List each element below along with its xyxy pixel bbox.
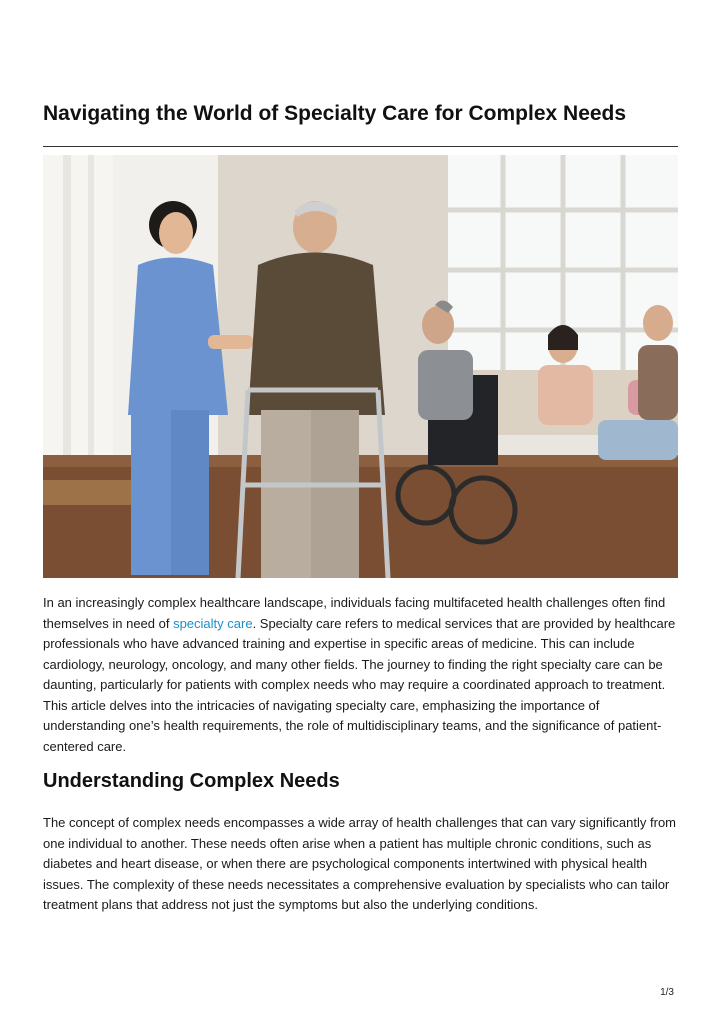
intro-text-before-link: In an increasingly complex healthcare landscape, individuals facing multifaceted health challenges often find themselves in need of (43, 595, 666, 631)
document-title: Navigating the World of Specialty Care for Complex Needs (43, 102, 627, 125)
title-divider (43, 146, 678, 147)
specialty-care-link[interactable]: specialty care (173, 615, 253, 631)
intro-paragraph (43, 593, 683, 757)
complex-needs-paragraph: The concept of complex needs encompasses a wide array of health challenges that can vary significantly from one individual to another. These needs often arise when a patient has multiple chronic conditions, such as diabetes and heart disease, or when there are psychological components intertwined with physical health issues. The complexity of these needs necessitates a comprehensive evaluation by specialists who can tailor treatment plans that address not just the symptoms but also the underlying conditions. (43, 815, 677, 912)
page-number: 1/3 (660, 987, 674, 998)
intro-text-after-link: . Specialty care refers to medical services that are provided by healthcare professionals who have advanced training and expertise in specific areas of medicine. This can include cardiology, neurology, oncology, and many other fields. The journey to finding the right specialty care can be daunting, particularly for patients with complex needs who may require a coordinated approach to treatment. This article delves into the intricacies of navigating specialty care, emphasizing the importance of understanding one’s health requirements, the role of multidisciplinary teams, and the significance of patient-centered care. (43, 615, 676, 754)
hero-photo (43, 155, 678, 578)
section-heading: Understanding Complex Needs (43, 770, 340, 792)
